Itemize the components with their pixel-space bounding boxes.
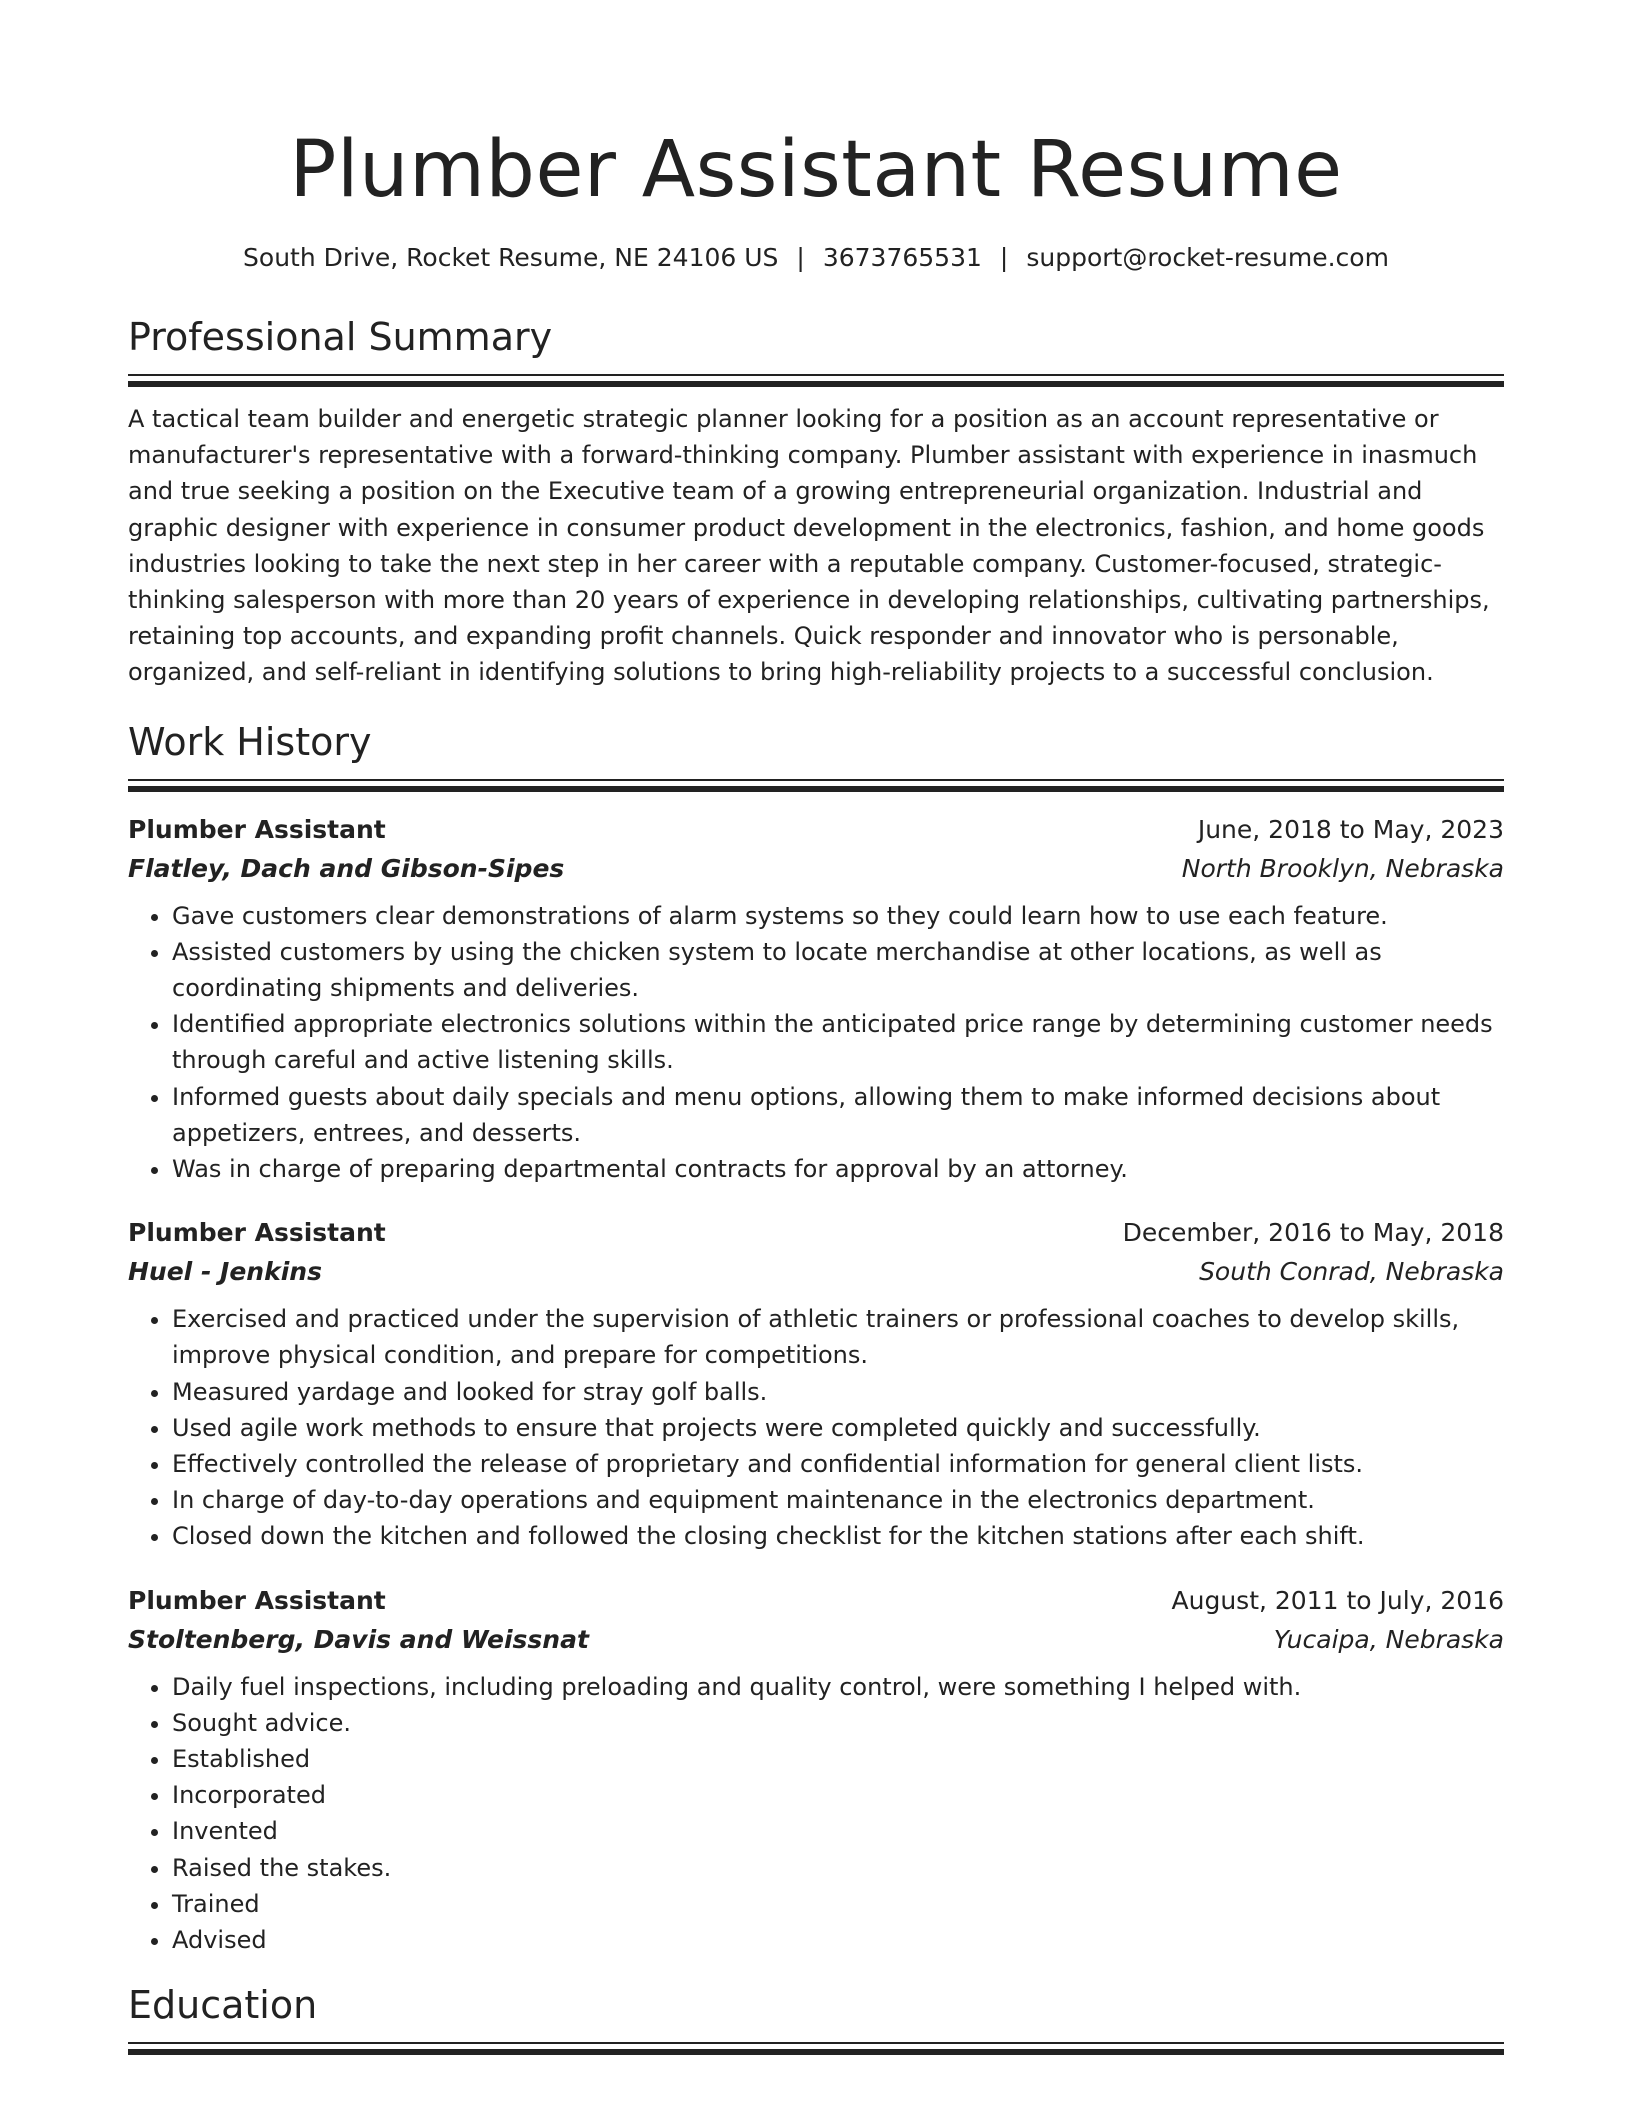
education-section — [128, 1980, 1504, 2055]
contact-phone: 3673765531 — [822, 243, 982, 272]
job-bullet: • Closed down the kitchen and followed the closing checklist for the kitchen stations after each shift. — [172, 1518, 1504, 1554]
contact-email: support@rocket-resume.com — [1026, 243, 1389, 272]
job-bullet: • In charge of day-to-day operations and equipment maintenance in the electronics department. — [172, 1482, 1504, 1518]
job-company: Huel - Jenkins — [128, 1257, 322, 1287]
job-bullet: • Measured yardage and looked for stray golf balls. — [172, 1374, 1504, 1410]
job-title: Plumber Assistant — [128, 1218, 386, 1248]
work-history-section — [128, 717, 1504, 1959]
job-bullet-list — [128, 1669, 1504, 1959]
job-title: Plumber Assistant — [128, 814, 386, 844]
professional-summary-section — [128, 312, 1504, 691]
job-entry — [128, 810, 1504, 1188]
job-header-row — [128, 1213, 1504, 1252]
section-divider — [128, 779, 1504, 792]
job-company-row — [128, 849, 1504, 888]
job-bullet: • Informed guests about daily specials and menu options, allowing them to make informed decisions about appetizers, entrees, and desserts. — [172, 1079, 1504, 1151]
job-company-row — [128, 1620, 1504, 1659]
section-divider — [128, 374, 1504, 387]
job-header-row — [128, 810, 1504, 849]
job-bullet: • Effectively controlled the release of proprietary and confidential information for general client lists. — [172, 1446, 1504, 1482]
job-bullet: • Assisted customers by using the chicken system to locate merchandise at other locations, as well as coordinating shipments and deliveries. — [172, 934, 1504, 1006]
job-location: North Brooklyn, Nebraska — [1181, 853, 1504, 883]
contact-address: South Drive, Rocket Resume, NE 24106 US — [243, 243, 779, 272]
job-dates: June, 2018 to May, 2023 — [1197, 814, 1504, 844]
job-entry — [128, 1213, 1504, 1554]
job-entry — [128, 1581, 1504, 1959]
job-bullet: • Raised the stakes. — [172, 1850, 1504, 1886]
job-bullet: • Trained — [172, 1886, 1504, 1922]
job-company: Flatley, Dach and Gibson-Sipes — [128, 853, 565, 883]
job-company-row — [128, 1252, 1504, 1291]
contact-separator: | — [999, 243, 1009, 272]
section-heading-work: Work History — [128, 719, 372, 764]
job-bullet: • Exercised and practiced under the supervision of athletic trainers or professional coaches to develop skills, improve physical condition, and prepare for competitions. — [172, 1301, 1504, 1373]
resume-title: Plumber Assistant Resume — [289, 125, 1343, 215]
job-bullet: • Sought advice. — [172, 1705, 1504, 1741]
job-header-row — [128, 1581, 1504, 1620]
job-bullet: • Identified appropriate electronics solutions within the anticipated price range by determining customer needs through careful and active listening skills. — [172, 1006, 1504, 1078]
job-company: Stoltenberg, Davis and Weissnat — [128, 1624, 589, 1654]
contact-line — [128, 242, 1504, 274]
section-heading-summary: Professional Summary — [128, 315, 553, 359]
job-dates: August, 2011 to July, 2016 — [1171, 1585, 1504, 1615]
job-bullet: • Gave customers clear demonstrations of alarm systems so they could learn how to use each feature. — [172, 898, 1504, 934]
job-bullet: • Incorporated — [172, 1777, 1504, 1813]
job-location: Yucaipa, Nebraska — [1273, 1624, 1504, 1654]
job-title: Plumber Assistant — [128, 1585, 386, 1615]
job-bullet: • Daily fuel inspections, including preloading and quality control, were something I helped with. — [172, 1669, 1504, 1705]
job-bullet: • Was in charge of preparing departmental contracts for approval by an attorney. — [172, 1151, 1504, 1187]
job-location: South Conrad, Nebraska — [1199, 1257, 1504, 1287]
job-bullet-list — [128, 1301, 1504, 1554]
job-bullet: • Advised — [172, 1922, 1504, 1958]
section-heading-education: Education — [128, 1983, 318, 2028]
job-bullet-list — [128, 898, 1504, 1188]
section-divider — [128, 2042, 1504, 2055]
job-dates: December, 2016 to May, 2018 — [1122, 1218, 1504, 1248]
job-bullet: • Invented — [172, 1813, 1504, 1849]
job-bullet: • Established — [172, 1741, 1504, 1777]
job-bullet: • Used agile work methods to ensure that projects were completed quickly and successfully. — [172, 1410, 1504, 1446]
summary-text: A tactical team builder and energetic strategic planner looking for a position as an account representative or manufacturer's representative with a forward-thinking company. Plumber assistant with experience in inasmuch and true seeking a position on the Executive team of a growing entrepreneurial organization. Industrial and graphic designer with experience in consumer product development in the electronics, fashion, and home goods industries looking to take the next step in her career with a reputable company. Customer-focused, strategic-thinking salesperson with more than 20 years of experience in developing relationships, cultivating partnerships, retaining top accounts, and expanding profit channels. Quick responder and innovator who is personable, organized, and self-reliant in identifying solutions to bring high-reliability projects to a successful conclusion. — [128, 405, 1490, 687]
contact-separator: | — [796, 243, 805, 272]
